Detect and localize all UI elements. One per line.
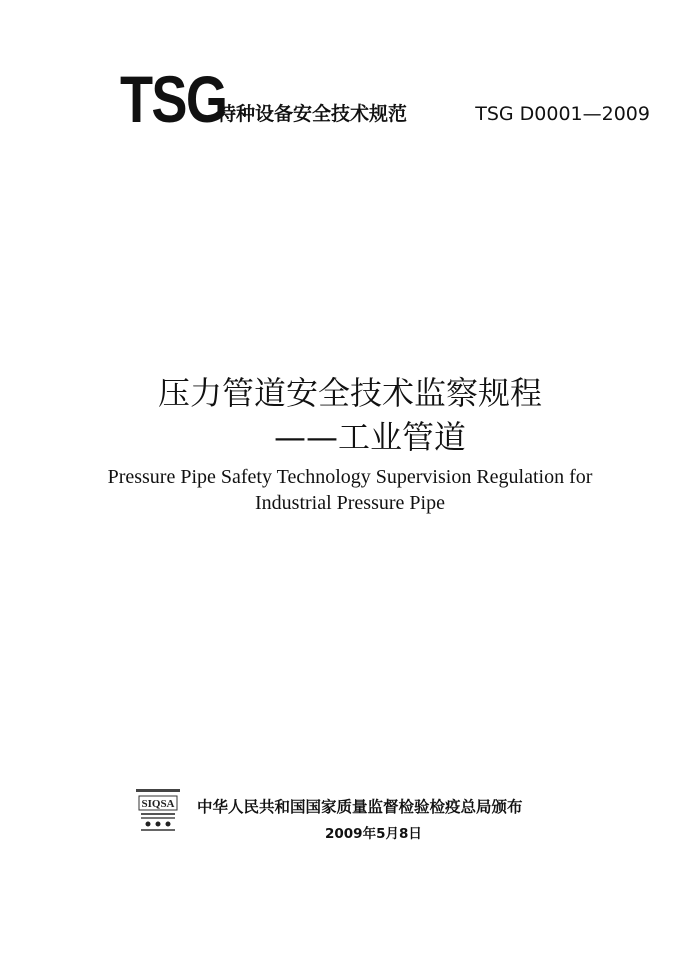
chinese-subtitle: ——工业管道 — [273, 418, 466, 456]
english-title-line-1: Pressure Pipe Safety Technology Supervision Regulation for — [107, 466, 593, 488]
issuing-authority: 中华人民共和国国家质量监督检验检疫总局颁布 — [197, 798, 523, 816]
svg-text:SIQSA: SIQSA — [141, 798, 175, 810]
document-header — [120, 62, 650, 136]
english-title-line-2: Industrial Pressure Pipe — [255, 492, 445, 514]
document-code: TSG D0001—2009 — [475, 103, 650, 125]
tsg-logo: TSG — [120, 62, 227, 136]
issue-date: 2009年5月8日 — [325, 826, 422, 842]
issuer-footer — [135, 788, 595, 848]
series-title: 特种设备安全技术规范 — [217, 103, 408, 125]
chinese-main-title: 压力管道安全技术监察规程 — [157, 374, 542, 412]
issuer-seal-icon — [135, 788, 181, 834]
